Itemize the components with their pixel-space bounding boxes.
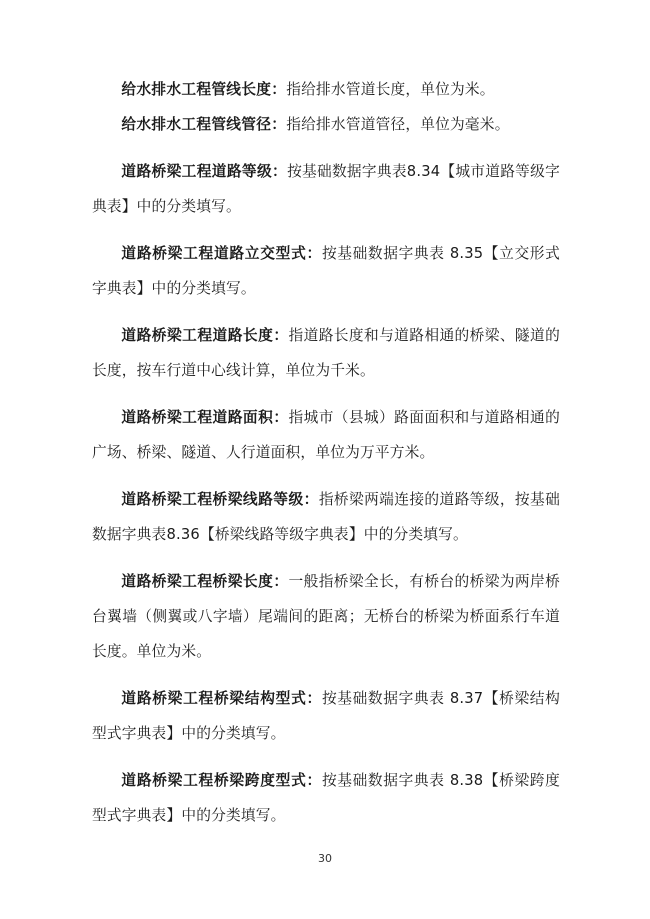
paragraph [92, 400, 560, 470]
term-label: 道路桥梁工程桥梁线路等级： [121, 491, 319, 508]
term-definition: 按基础数据字典表 8.38【桥梁跨度型式字典表】中的分类填写。 [92, 772, 560, 824]
paragraph [92, 681, 560, 751]
paragraph [92, 72, 560, 107]
term-definition: 指城市（县城）路面面积和与道路相通的广场、桥梁、隧道、人行道面积，单位为万平方米。 [92, 409, 560, 461]
term-definition: 指给排水管道长度，单位为米。 [286, 81, 495, 98]
term-definition: 按基础数据字典表 8.35【立交形式字典表】中的分类填写。 [92, 245, 560, 297]
term-definition: 指道路长度和与道路相通的桥梁、隧道的长度，按车行道中心线计算，单位为千米。 [92, 327, 560, 379]
term-label: 道路桥梁工程桥梁跨度型式： [121, 772, 322, 789]
term-label: 道路桥梁工程道路面积： [121, 409, 289, 426]
page-content [92, 72, 560, 833]
term-label: 道路桥梁工程桥梁长度： [121, 573, 289, 590]
paragraph [92, 107, 560, 142]
paragraph [92, 482, 560, 552]
term-label: 道路桥梁工程桥梁结构型式： [121, 690, 322, 707]
paragraph [92, 236, 560, 306]
term-label: 道路桥梁工程道路立交型式： [121, 245, 322, 262]
term-definition: 按基础数据字典表 8.37【桥梁结构型式字典表】中的分类填写。 [92, 690, 560, 742]
page-number: 30 [318, 852, 332, 865]
paragraph [92, 154, 560, 224]
term-definition: 按基础数据字典表8.34【城市道路等级字典表】中的分类填写。 [92, 163, 560, 215]
paragraph [92, 763, 560, 833]
paragraph [92, 564, 560, 669]
term-definition: 一般指桥梁全长，有桥台的桥梁为两岸桥台翼墙（侧翼或八字墙）尾端间的距离；无桥台的桥梁为桥面系行车道长度。单位为米。 [92, 573, 560, 660]
term-definition: 指桥梁两端连接的道路等级，按基础数据字典表8.36【桥梁线路等级字典表】中的分类填写。 [92, 491, 560, 543]
term-label: 道路桥梁工程道路长度： [121, 327, 289, 344]
term-label: 道路桥梁工程道路等级： [121, 163, 288, 180]
paragraph [92, 318, 560, 388]
term-label: 给水排水工程管线管径： [121, 116, 287, 133]
term-label: 给水排水工程管线长度： [121, 81, 287, 98]
term-definition: 指给排水管道管径，单位为毫米。 [286, 116, 510, 133]
